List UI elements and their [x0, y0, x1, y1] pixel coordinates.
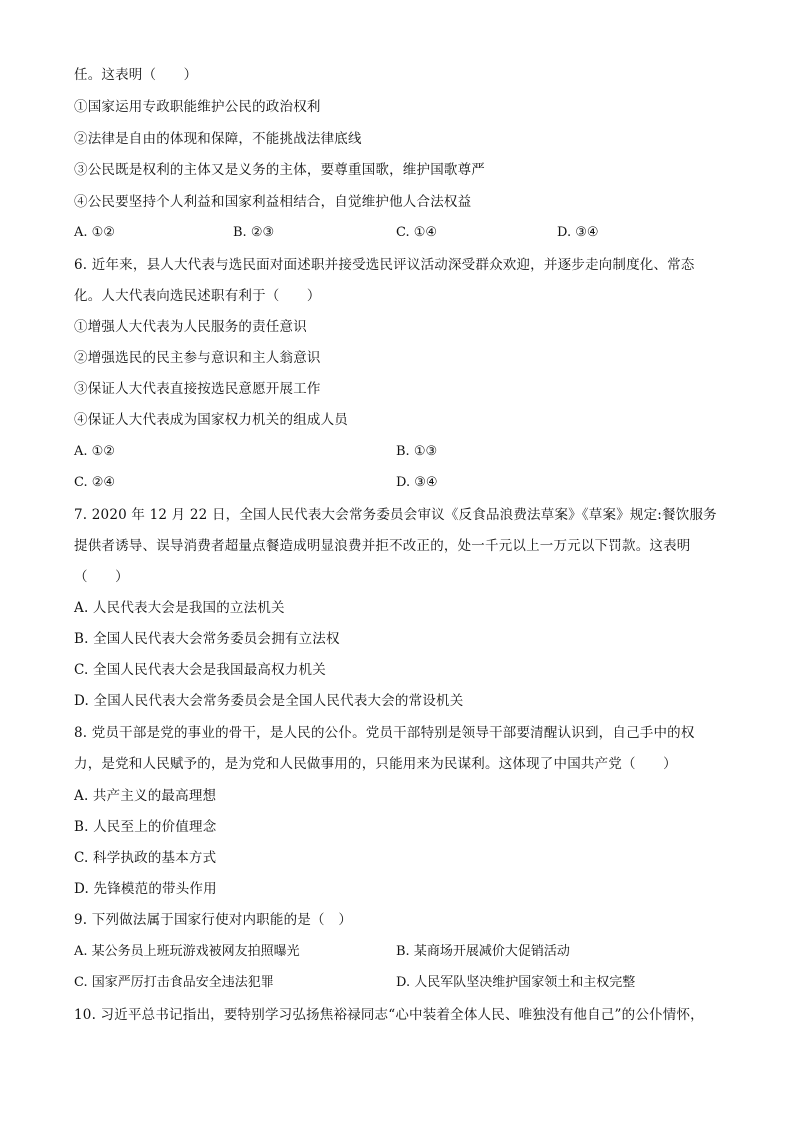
q5-option-a: A. ①② [74, 225, 115, 240]
q6-statement-4: ④保证人大代表成为国家权力机关的组成人员 [74, 412, 348, 428]
q5-statement-1: ①国家运用专政职能维护公民的政治权利 [74, 99, 321, 115]
q8-stem-line-2: 力，是党和人民赋予的，是为党和人民做事用的，只能用来为民谋利。这体现了中国共产党（ ） [74, 756, 677, 772]
q9-option-a: A. 某公务员上班玩游戏被网友拍照曝光 [74, 944, 300, 959]
q6-statement-2: ②增强选民的民主参与意识和主人翁意识 [74, 350, 321, 366]
q6-option-c: C. ②④ [74, 475, 116, 490]
q7-stem-line-3: （ ） [74, 569, 129, 585]
q6-stem-line-2: 化。人大代表向选民述职有利于（ ） [74, 288, 321, 304]
q8-option-d: D. 先锋模范的带头作用 [74, 881, 217, 897]
q5-statement-4: ④公民要坚持个人利益和国家利益相结合，自觉维护他人合法权益 [74, 194, 472, 210]
q6-option-d: D. ③④ [396, 475, 438, 490]
q9-option-d: D. 人民军队坚决维护国家领土和主权完整 [396, 975, 636, 990]
q6-statement-3: ③保证人大代表直接按选民意愿开展工作 [74, 381, 321, 397]
q7-option-a: A. 人民代表大会是我国的立法机关 [74, 600, 285, 616]
q5-statement-2: ②法律是自由的体现和保障，不能挑战法律底线 [74, 131, 362, 147]
q6-stem-line-1: 6. 近年来，县人大代表与选民面对面述职并接受选民评议活动深受群众欢迎，并逐步走向制度化、常态 [74, 257, 695, 273]
q9-stem: 9. 下列做法属于国家行使对内职能的是（ ） [74, 912, 353, 928]
q7-stem-line-2: 提供者诱导、误导消费者超量点餐造成明显浪费并拒不改正的，处一千元以上一万元以下罚款。这表明 [74, 538, 691, 554]
q8-option-b: B. 人民至上的价值理念 [74, 819, 217, 835]
q8-stem-line-1: 8. 党员干部是党的事业的骨干，是人民的公仆。党员干部特别是领导干部要清醒认识到，自己手中的权 [74, 725, 695, 741]
q9-option-c: C. 国家严厉打击食品安全违法犯罪 [74, 975, 274, 990]
q5-option-c: C. ①④ [396, 225, 438, 240]
q5-stem-tail: 任。这表明（ ） [74, 67, 198, 83]
q8-option-c: C. 科学执政的基本方式 [74, 850, 217, 866]
q10-stem-line-1: 10. 习近平总书记指出，要特别学习弘扬焦裕禄同志“心中装着全体人民、唯独没有他自己”的公仆情怀， [74, 1007, 704, 1023]
q7-stem-line-1: 7. 2020 年 12 月 22 日，全国人民代表大会常务委员会审议《反食品浪费法草案》《草案》规定:餐饮服务 [74, 507, 717, 523]
q6-option-b: B. ①③ [396, 444, 438, 459]
q6-statement-1: ①增强人大代表为人民服务的责任意识 [74, 319, 307, 335]
q7-option-b: B. 全国人民代表大会常务委员会拥有立法权 [74, 631, 340, 647]
q5-statement-3: ③公民既是权利的主体又是义务的主体，要尊重国歌，维护国歌尊严 [74, 162, 485, 178]
q7-option-d: D. 全国人民代表大会常务委员会是全国人民代表大会的常设机关 [74, 693, 464, 709]
q9-option-b: B. 某商场开展减价大促销活动 [396, 944, 570, 959]
q5-option-b: B. ②③ [233, 225, 275, 240]
q8-option-a: A. 共产主义的最高理想 [74, 788, 217, 804]
q6-option-a: A. ①② [74, 444, 115, 459]
q7-option-c: C. 全国人民代表大会是我国最高权力机关 [74, 662, 326, 678]
q5-option-d: D. ③④ [557, 225, 599, 240]
